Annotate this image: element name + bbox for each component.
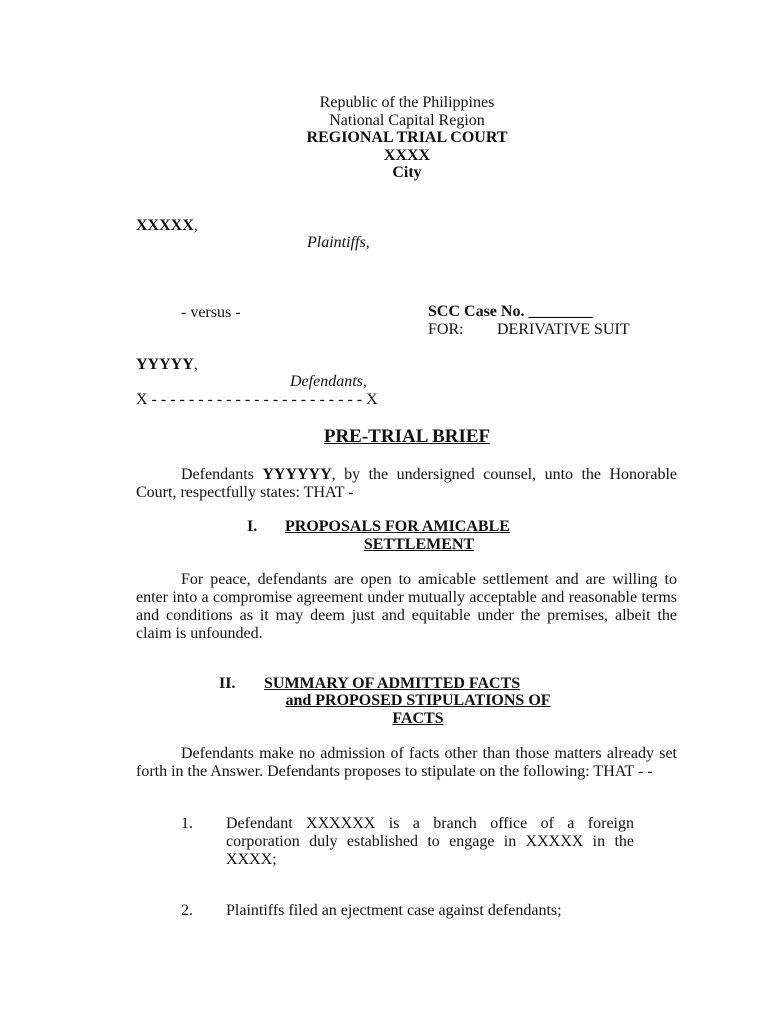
plaintiff-role: Plaintiffs, [307, 234, 370, 251]
defendant-role: Defendants, [290, 373, 367, 390]
case-number-label: SCC Case No. ________ [428, 303, 593, 320]
section2-number: II. [219, 675, 236, 692]
header-republic: Republic of the Philippines [319, 94, 495, 111]
header-city: City [392, 164, 422, 181]
section2-body: Defendants make no admission of facts other than those matters already set forth in the Answer. Defendants proposes to stipulate on the following: THAT - - [136, 745, 677, 780]
section1-heading-line1: PROPOSALS FOR AMICABLE [285, 518, 510, 535]
list-item-number: 1. [181, 815, 193, 832]
list-item: Plaintiffs filed an ejectment case against defendants; [226, 902, 562, 919]
list-item-number: 2. [181, 902, 193, 919]
list-item: Defendant XXXXXX is a branch office of a foreign corporation duly established to engage in XXXXX in the XXXX; [226, 815, 634, 868]
for-value: DERIVATIVE SUIT [497, 321, 630, 338]
caption-separator: X - - - - - - - - - - - - - - - - - - - - - - - X [136, 391, 378, 408]
section1-body: For peace, defendants are open to amicable settlement and are willing to enter into a compromise agreement under mutually acceptable and reasonable terms and conditions as it may deem just and equitable under the premises, albeit the claim is unfounded. [136, 571, 677, 642]
defendant-name: YYYYY [136, 356, 194, 373]
section1-heading-line2: SETTLEMENT [363, 536, 475, 553]
plaintiff-name: XXXXX [136, 217, 194, 234]
intro-paragraph [136, 466, 677, 502]
header-region: National Capital Region [329, 112, 485, 129]
section2-heading-line3: FACTS [392, 710, 444, 727]
intro-defendant-name: YYYYYY [262, 466, 332, 483]
header-branch: XXXX [383, 147, 431, 164]
section2-heading-line2: and PROPOSED STIPULATIONS OF [285, 692, 551, 709]
plaintiff-comma: , [193, 217, 198, 234]
defendant-comma: , [193, 356, 198, 373]
section1-number: I. [247, 518, 258, 535]
versus-label: - versus - [181, 304, 241, 321]
section2-heading-line1: SUMMARY OF ADMITTED FACTS [264, 675, 521, 692]
defendant-name-line [136, 356, 198, 374]
intro-before: Defendants [181, 466, 263, 483]
intro-after: , by the undersigned counsel, unto the Honorable Court, respectfully states: THAT - [136, 466, 678, 501]
document-title: PRE-TRIAL BRIEF [323, 426, 491, 447]
plaintiff-name-line [136, 217, 198, 235]
for-label: FOR: [428, 321, 464, 338]
header-court: REGIONAL TRIAL COURT [306, 129, 508, 146]
